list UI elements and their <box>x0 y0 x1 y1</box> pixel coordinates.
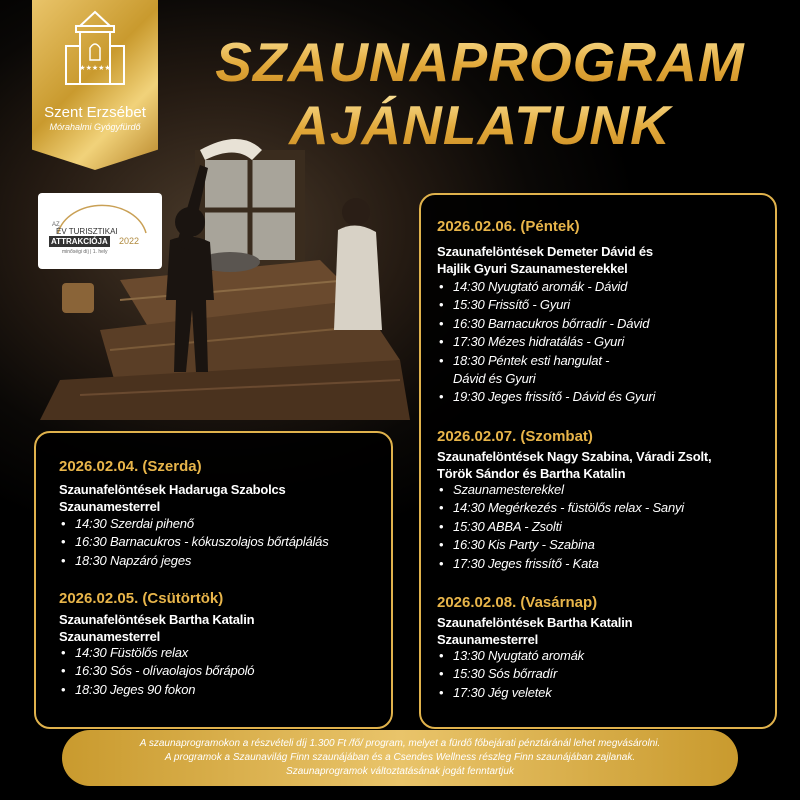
program-item-continuation: Dávid és Gyuri <box>453 371 536 387</box>
day-heading: Szaunamesterrel <box>59 499 161 514</box>
program-item: • 14:30 Megérkezés - füstölős relax - Sanyi <box>437 499 684 517</box>
program-item: • 17:30 Mézes hidratálás - Gyuri <box>437 333 655 351</box>
program-item: • 14:30 Nyugtató aromák - Dávid <box>437 278 655 296</box>
page-subtitle: AJÁNLATUNK <box>170 93 790 157</box>
day-title: 2026.02.04. (Szerda) <box>59 458 202 475</box>
award-small: AZ <box>52 222 60 228</box>
day-heading: Szaunafelöntések Bartha Katalin <box>59 612 255 627</box>
program-item: • 19:30 Jeges frissítő - Dávid és Gyuri <box>437 388 655 406</box>
award-year: 2022 <box>119 236 140 246</box>
page-title: SZAUNAPROGRAM <box>170 30 790 94</box>
day-title: 2026.02.05. (Csütörtök) <box>59 590 224 607</box>
program-list <box>59 515 329 570</box>
program-item: • 17:30 Jég veletek <box>437 684 584 702</box>
award-line1: ÉV TURISZTIKAI <box>56 227 118 236</box>
day-heading: Szaunafelöntések Hadaruga Szabolcs <box>59 482 286 497</box>
logo-name: Szent Erzsébet <box>44 104 146 121</box>
logo-stars: ★★★★★ <box>79 65 111 72</box>
day-heading: Hajlik Gyuri Szaunamesterekkel <box>437 261 628 276</box>
day-heading: Szaunamesterrel <box>437 632 539 647</box>
day-heading: Török Sándor és Bartha Katalin <box>437 466 626 481</box>
program-item: • 17:30 Jeges frissítő - Kata <box>437 555 684 573</box>
day-heading: Szaunafelöntések Bartha Katalin <box>437 615 633 630</box>
program-list <box>59 644 254 699</box>
program-item: • 18:30 Napzáró jeges <box>59 552 329 570</box>
program-list <box>437 481 684 573</box>
program-item: • 15:30 ABBA - Zsolti <box>437 518 684 536</box>
program-item: • 18:30 Péntek esti hangulat - <box>437 352 655 370</box>
program-item: • Szaunamesterekkel <box>437 481 684 499</box>
day-title: 2026.02.08. (Vasárnap) <box>437 594 598 611</box>
program-item: • 16:30 Kis Party - Szabina <box>437 536 684 554</box>
program-item: • 15:30 Sós bőrradír <box>437 665 584 683</box>
program-list <box>437 278 655 407</box>
day-title: 2026.02.07. (Szombat) <box>437 428 593 445</box>
program-item: • 16:30 Barnacukros - kókuszolajos bőrtáplálás <box>59 533 329 551</box>
footer-line: A programok a Szaunavilág Finn szaunájában és a Csendes Wellness részleg Finn szaunájában zajlanak. <box>164 752 636 763</box>
logo-subtitle: Mórahalmi Gyógyfürdő <box>49 122 141 132</box>
program-item: • 14:30 Füstölős relax <box>59 644 254 662</box>
logo-banner <box>32 0 158 170</box>
sitting-person-silhouette <box>334 198 382 330</box>
award-line3: minőségi díj | 1. hely <box>62 249 108 255</box>
building-logo-icon <box>32 0 158 100</box>
program-item: • 18:30 Jeges 90 fokon <box>59 681 254 699</box>
program-item: • 15:30 Frissítő - Gyuri <box>437 296 655 314</box>
program-item: • 13:30 Nyugtató aromák <box>437 647 584 665</box>
bucket <box>62 283 94 313</box>
day-heading: Szaunafelöntések Demeter Dávid és <box>437 244 653 259</box>
day-heading: Szaunamesterrel <box>59 629 161 644</box>
award-line2: ATTRAKCIÓJA <box>51 237 108 246</box>
day-title: 2026.02.06. (Péntek) <box>437 218 580 235</box>
program-item: • 14:30 Szerdai pihenő <box>59 515 329 533</box>
program-item: • 16:30 Sós - olívaolajos bőrápoló <box>59 662 254 680</box>
day-heading: Szaunafelöntések Nagy Szabina, Váradi Zsolt, <box>437 449 712 464</box>
footer-line: Szaunaprogramok változtatásának jogát fenntartjuk <box>286 766 514 777</box>
footer-line: A szaunaprogramokon a részvételi díj 1.300 Ft /fő/ program, melyet a fürdő főbejárati pénztáránál lehet megvásárolni. <box>139 738 661 749</box>
program-list <box>437 647 584 702</box>
program-item: • 16:30 Barnacukros bőrradír - Dávid <box>437 315 655 333</box>
